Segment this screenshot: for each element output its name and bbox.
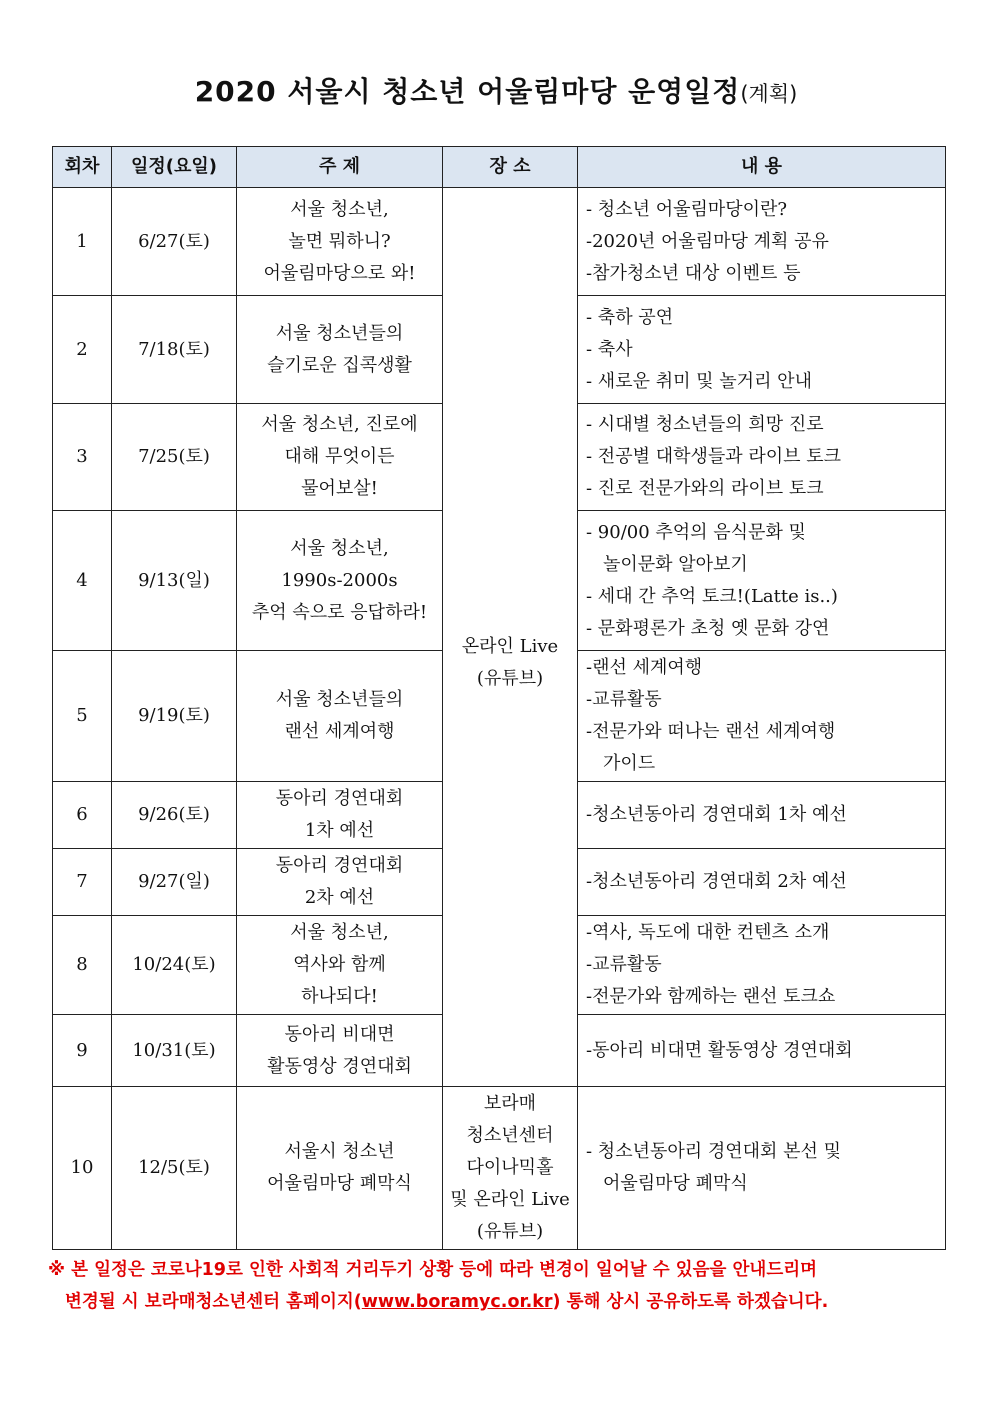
round-cell: 9 xyxy=(53,1015,112,1087)
topic-line: 1차 예선 xyxy=(304,820,375,841)
topic-line: 슬기로운 집콕생활 xyxy=(267,354,412,376)
topic-cell xyxy=(237,916,443,1015)
content-cell xyxy=(578,188,946,296)
date-cell: 12/5(토) xyxy=(112,1087,237,1250)
venue-cell-final xyxy=(443,1087,578,1250)
topic-line: 서울 청소년들의 xyxy=(275,322,404,344)
topic-line: 추억 속으로 응답하라! xyxy=(251,601,428,623)
topic-line: 역사와 함께 xyxy=(293,954,386,975)
content-line: - 문화평론가 초청 옛 문화 강연 xyxy=(586,617,830,639)
content-line: -동아리 비대면 활동영상 경연대회 xyxy=(586,1039,853,1061)
notice-line-1: ※ 본 일정은 코로나19로 인한 사회적 거리두기 상황 등에 따라 변경이 일어날 수 있음을 안내드리며 xyxy=(48,1260,818,1280)
round-cell: 10 xyxy=(53,1087,112,1250)
topic-line: 어울림마당으로 와! xyxy=(263,262,416,284)
content-line: - 축하 공연 xyxy=(586,306,674,328)
date-cell: 10/31(토) xyxy=(112,1015,237,1087)
content-line: - 청소년 어울림마당이란? xyxy=(586,198,788,220)
header-venue: 장 소 xyxy=(443,147,578,188)
homepage-link[interactable]: www.boramyc.or.kr xyxy=(361,1292,553,1312)
round-cell: 1 xyxy=(53,188,112,296)
topic-line: 동아리 경연대회 xyxy=(275,855,404,876)
content-cell xyxy=(578,849,946,916)
header-content: 내 용 xyxy=(578,147,946,188)
content-line: - 청소년동아리 경연대회 본선 및 xyxy=(586,1141,842,1162)
content-line: -랜선 세계여행 xyxy=(586,657,703,678)
notice-line-2 xyxy=(48,1286,948,1318)
title-main: 2020 서울시 청소년 어울림마당 운영일정 xyxy=(194,75,741,108)
content-line: -역사, 독도에 대한 컨텐츠 소개 xyxy=(586,922,830,943)
topic-cell xyxy=(237,651,443,782)
content-cell xyxy=(578,1015,946,1087)
topic-cell xyxy=(237,404,443,511)
notice-text-post: ) 통해 상시 공유하도록 하겠습니다. xyxy=(552,1292,829,1312)
topic-line: 1990s-2000s xyxy=(281,569,398,591)
date-cell: 9/19(토) xyxy=(112,651,237,782)
content-line: - 세대 간 추억 토크!(Latte is..) xyxy=(586,585,838,607)
venue-line: 청소년센터 xyxy=(466,1125,554,1146)
content-line: -참가청소년 대상 이벤트 등 xyxy=(586,262,801,284)
header-round: 회차 xyxy=(53,147,112,188)
content-line: 놀이문화 알아보기 xyxy=(603,553,748,575)
date-cell: 6/27(토) xyxy=(112,188,237,296)
content-line: -전문가와 함께하는 랜선 토크쇼 xyxy=(586,986,836,1007)
topic-line: 2차 예선 xyxy=(304,887,375,908)
venue-cell-online xyxy=(443,188,578,1087)
schedule-table xyxy=(52,146,946,1250)
content-line: - 전공별 대학생들과 라이브 토크 xyxy=(586,446,842,467)
title-sub: (계획) xyxy=(740,82,798,106)
content-line: -2020년 어울림마당 계획 공유 xyxy=(586,230,829,252)
notice-text-pre: 변경될 시 보라매청소년센터 홈페이지( xyxy=(65,1292,362,1312)
content-line: - 축사 xyxy=(586,338,633,360)
content-cell xyxy=(578,1087,946,1250)
topic-line: 동아리 비대면 xyxy=(284,1023,395,1045)
round-cell: 2 xyxy=(53,296,112,404)
topic-line: 하나되다! xyxy=(301,986,378,1007)
topic-cell xyxy=(237,849,443,916)
round-cell: 6 xyxy=(53,782,112,849)
topic-line: 동아리 경연대회 xyxy=(275,788,404,809)
topic-cell xyxy=(237,1087,443,1250)
content-line: -교류활동 xyxy=(586,689,662,710)
date-cell: 7/18(토) xyxy=(112,296,237,404)
topic-cell xyxy=(237,782,443,849)
content-cell xyxy=(578,651,946,782)
notice xyxy=(48,1254,948,1318)
content-cell xyxy=(578,296,946,404)
content-line: -교류활동 xyxy=(586,954,662,975)
venue-line: 온라인 Live xyxy=(461,635,559,657)
date-cell: 9/26(토) xyxy=(112,782,237,849)
page-title xyxy=(0,70,992,110)
venue-line: 다이나믹홀 xyxy=(466,1157,554,1178)
date-cell: 9/13(일) xyxy=(112,511,237,651)
content-line: 어울림마당 폐막식 xyxy=(603,1173,748,1194)
content-line: -청소년동아리 경연대회 2차 예선 xyxy=(586,871,847,892)
topic-cell xyxy=(237,188,443,296)
date-cell: 10/24(토) xyxy=(112,916,237,1015)
table-row xyxy=(53,1087,946,1250)
date-cell: 7/25(토) xyxy=(112,404,237,511)
venue-line: 및 온라인 Live xyxy=(450,1189,570,1210)
topic-cell xyxy=(237,296,443,404)
content-line: - 진로 전문가와의 라이브 토크 xyxy=(586,478,824,499)
header-date: 일정(요일) xyxy=(112,147,237,188)
content-cell xyxy=(578,916,946,1015)
content-cell xyxy=(578,511,946,651)
venue-line: (유튜브) xyxy=(476,667,544,689)
topic-line: 서울 청소년, xyxy=(290,198,389,220)
date-cell: 9/27(일) xyxy=(112,849,237,916)
venue-line: 보라매 xyxy=(483,1093,537,1114)
topic-cell xyxy=(237,511,443,651)
topic-line: 서울 청소년, xyxy=(290,537,389,559)
topic-line: 서울 청소년, 진로에 xyxy=(261,414,418,435)
content-line: -전문가와 떠나는 랜선 세계여행 xyxy=(586,721,836,742)
content-line: -청소년동아리 경연대회 1차 예선 xyxy=(586,804,847,825)
content-line: - 시대별 청소년들의 희망 진로 xyxy=(586,414,824,435)
content-cell xyxy=(578,404,946,511)
topic-line: 랜선 세계여행 xyxy=(284,721,395,742)
round-cell: 7 xyxy=(53,849,112,916)
round-cell: 3 xyxy=(53,404,112,511)
topic-line: 놀면 뭐하니? xyxy=(288,230,391,252)
topic-line: 어울림마당 폐막식 xyxy=(267,1173,412,1194)
content-line: - 새로운 취미 및 놀거리 안내 xyxy=(586,370,812,392)
topic-line: 활동영상 경연대회 xyxy=(267,1055,412,1077)
topic-line: 대해 무엇이든 xyxy=(284,446,395,467)
content-cell xyxy=(578,782,946,849)
content-line: - 90/00 추억의 음식문화 및 xyxy=(586,521,806,543)
round-cell: 5 xyxy=(53,651,112,782)
round-cell: 8 xyxy=(53,916,112,1015)
topic-cell xyxy=(237,1015,443,1087)
header-row xyxy=(53,147,946,188)
topic-line: 서울 청소년들의 xyxy=(275,689,404,710)
table-row xyxy=(53,188,946,296)
content-line: 가이드 xyxy=(603,753,656,774)
topic-line: 서울 청소년, xyxy=(290,922,389,943)
round-cell: 4 xyxy=(53,511,112,651)
topic-line: 서울시 청소년 xyxy=(284,1141,395,1162)
topic-line: 물어보살! xyxy=(301,478,378,499)
header-topic: 주 제 xyxy=(237,147,443,188)
venue-line: (유튜브) xyxy=(476,1221,544,1242)
